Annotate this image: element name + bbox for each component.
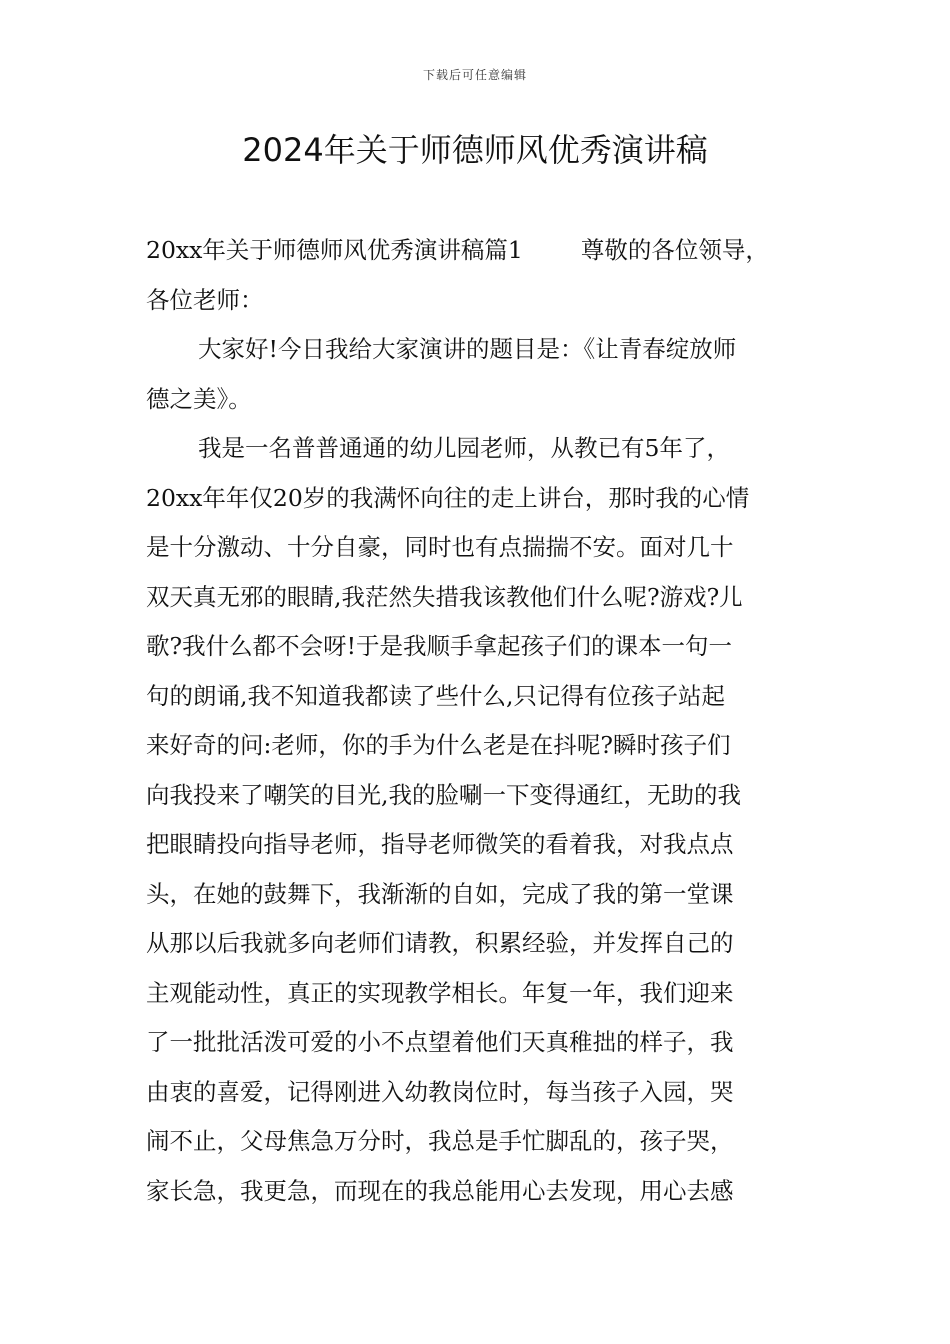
- document-body: [146, 226, 808, 1216]
- paragraph-2-line: 歌?我什么都不会呀!于是我顺手拿起孩子们的课本一句一: [146, 632, 733, 660]
- intro-line: [146, 226, 808, 276]
- paragraph-1-line: 大家好!今日我给大家演讲的题目是：《让青春绽放师: [198, 335, 737, 363]
- greeting-part-1: 尊敬的各位领导，: [580, 236, 769, 264]
- paragraph-2-line: 20xx年年仅20岁的我满怀向往的走上讲台，那时我的心情: [146, 483, 750, 512]
- paragraph-2-line: 头，在她的鼓舞下，我渐渐的自如，完成了我的第一堂课: [146, 879, 734, 908]
- header-note: 下载后可任意编辑: [422, 68, 527, 82]
- paragraph-2-line: 来好奇的问:老师，你的手为什么老是在抖呢?瞬时孩子们: [146, 731, 731, 759]
- paragraph-2-line: 双天真无邪的眼睛,我茫然失措我该教他们什么呢?游戏?儿: [146, 582, 743, 611]
- paragraph-2-line: 把眼睛投向指导老师，指导老师微笑的看着我，对我点点: [146, 830, 734, 858]
- paragraph-2-line: 家长急，我更急，而现在的我总能用心去发现，用心去感: [146, 1176, 734, 1205]
- paragraph-1-line: 德之美》。: [146, 384, 252, 413]
- paragraph-2-line: 我是一名普普通通的幼儿园老师，从教已有5年了，: [198, 434, 730, 462]
- paragraph-2-line: 主观能动性，真正的实现教学相长。年复一年，我们迎来: [146, 978, 734, 1007]
- document-title: 2024年关于师德师风优秀演讲稿: [242, 131, 708, 169]
- greeting-part-2: 各位老师：: [146, 285, 264, 314]
- section-heading: 20xx年关于师德师风优秀演讲稿篇1: [146, 236, 523, 264]
- paragraph-2-line: 句的朗诵,我不知道我都读了些什么,只记得有位孩子站起: [146, 681, 725, 710]
- paragraph-2-line: 闹不止，父母焦急万分时，我总是手忙脚乱的，孩子哭，: [146, 1127, 734, 1155]
- paragraph-2-line: 了一批批活泼可爱的小不点望着他们天真稚拙的样子，我: [146, 1028, 734, 1056]
- paragraph-2-line: 是十分激动、十分自豪，同时也有点揣揣不安。面对几十: [146, 533, 734, 561]
- paragraph-2-line: 由衷的喜爱，记得刚进入幼教岗位时，每当孩子入园，哭: [146, 1077, 734, 1106]
- paragraph-2-line: 从那以后我就多向老师们请教，积累经验，并发挥自己的: [146, 929, 734, 957]
- paragraph-2-line: 向我投来了嘲笑的目光,我的脸唰一下变得通红，无助的我: [146, 780, 741, 809]
